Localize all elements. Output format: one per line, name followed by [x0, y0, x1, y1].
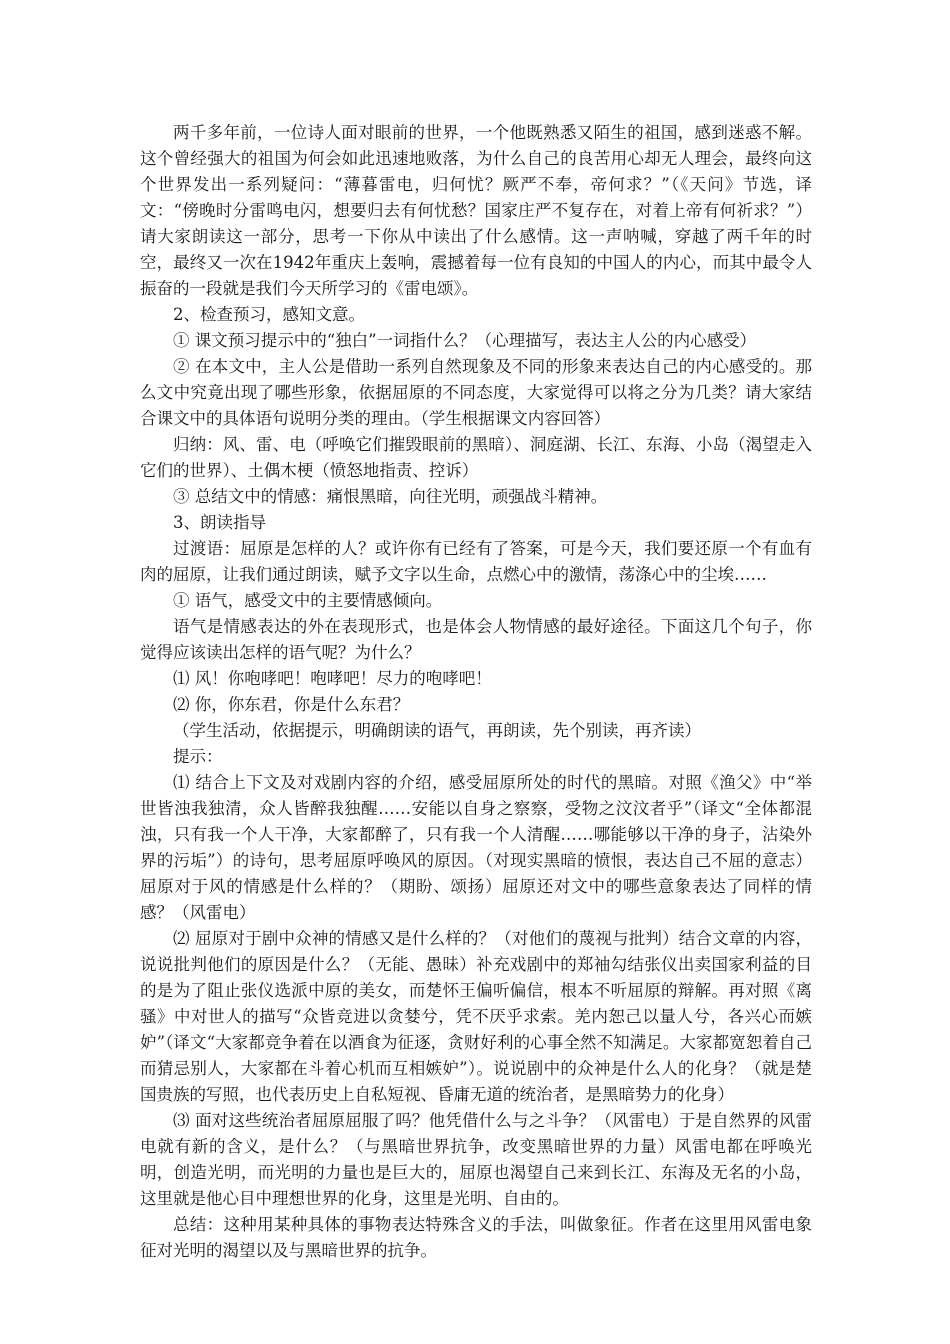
question-2: ② 在本文中，主人公是借助一系列自然现象及不同的形象来表达自己的内心感受的。那么文中究竟出现了哪些形象，依据屈原的不同态度，大家觉得可以将之分为几类？请大家结合课文中的具体语句说明分类的理由。（学生根据课文内容回答） — [140, 357, 812, 428]
hint-2: ⑵ 屈原对于剧中众神的情感又是什么样的？（对他们的蔑视与批判）结合文章的内容，说说批判他们的原因是什么？（无能、愚昧）补充戏剧中的郑袖勾结张仪出卖国家利益的目的是为了阻止张仪选派中原的美女，而楚怀王偏听偏信，根本不听屈原的辩解。再对照《离骚》中对世人的描写“众皆竞进以贪婪兮，凭不厌乎求索。羌内恕己以量人兮，各兴心而嫉妒”（译文“大家都竞争着在以酒食为征逐，贪财好利的心事全然不知满足。大家都宽恕着自己而猜忌别人，大家都在斗着心机而互相嫉妒”）。说说剧中的众神是什么人的化身？（就是楚国贵族的写照，也代表历史上自私短视、昏庸无道的统治者，是黑暗势力的化身） — [140, 929, 812, 1104]
example-sentence-1: ⑴ 风！你咆哮吧！咆哮吧！尽力的咆哮吧！ — [173, 669, 492, 688]
student-activity: （学生活动，依据提示，明确朗读的语气，再朗读，先个别读，再齐读） — [173, 721, 701, 740]
summary-paragraph: 归纳：风、雷、电（呼唤它们摧毁眼前的黑暗）、洞庭湖、长江、东海、小岛（渴望走入它们的世界）、土偶木梗（愤怒地指责、控诉） — [140, 435, 812, 480]
tone-paragraph: 语气是情感表达的外在表现形式，也是体会人物情感的最好途径。下面这几个句子，你觉得应该读出怎样的语气呢？为什么？ — [140, 617, 812, 662]
example-sentence-2: ⑵ 你，你东君，你是什么东君？ — [173, 695, 410, 714]
document-page — [140, 120, 812, 1264]
hint-label: 提示： — [173, 747, 223, 766]
question-1: ① 课文预习提示中的“独白”一词指什么？（心理描写，表达主人公的内心感受） — [173, 331, 757, 350]
transition-paragraph: 过渡语：屈原是怎样的人？或许你有已经有了答案，可是今天，我们要还原一个有血有肉的屈原，让我们通过朗读，赋予文字以生命，点燃心中的激情，荡涤心中的尘埃…… — [140, 539, 812, 584]
conclusion-paragraph: 总结：这种用某种具体的事物表达特殊含义的手法，叫做象征。作者在这里用风雷电象征对光明的渴望以及与黑暗世界的抗争。 — [140, 1215, 812, 1260]
section-heading-preview: 2、检查预习，感知文意。 — [173, 305, 365, 324]
section-heading-reading: 3、朗读指导 — [173, 513, 266, 532]
reading-point-1: ① 语气，感受文中的主要情感倾向。 — [173, 591, 443, 610]
hint-3: ⑶ 面对这些统治者屈原屈服了吗？他凭借什么与之斗争？（风雷电）于是自然界的风雷电就有新的含义，是什么？（与黑暗世界抗争，改变黑暗世界的力量）风雷电都在呼唤光明，创造光明，而光明的力量也是巨大的，屈原也渴望自己来到长江、东海及无名的小岛，这里就是他心目中理想世界的化身，这里是光明、自由的。 — [140, 1111, 812, 1208]
intro-paragraph: 两千多年前，一位诗人面对眼前的世界，一个他既熟悉又陌生的祖国，感到迷惑不解。这个曾经强大的祖国为何会如此迅速地败落，为什么自己的良苦用心却无人理会，最终向这个世界发出一系列疑问：“薄暮雷电，归何忧？厥严不奉，帝何求？”（《天问》节选，译文：“傍晚时分雷鸣电闪，想要归去有何忧愁？国家庄严不复存在，对着上帝有何祈求？”）请大家朗读这一部分，思考一下你从中读出了什么感情。这一声呐喊，穿越了两千年的时空，最终又一次在1942年重庆上轰响，震撼着每一位有良知的中国人的内心，而其中最令人振奋的一段就是我们今天所学习的《雷电颂》。 — [140, 123, 812, 298]
question-3: ③ 总结文中的情感：痛恨黑暗，向往光明，顽强战斗精神。 — [173, 487, 608, 506]
hint-1: ⑴ 结合上下文及对戏剧内容的介绍，感受屈原所处的时代的黑暗。对照《渔父》中“举世皆浊我独清，众人皆醉我独醒……安能以自身之察察，受物之汶汶者乎”（译文“全体都混浊，只有我一个人干净，大家都醉了，只有我一个人清醒……哪能够以干净的身子，沾染外界的污垢”）的诗句，思考屈原呼唤风的原因。（对现实黑暗的愤恨，表达自己不屈的意志）屈原对于风的情感是什么样的？（期盼、颂扬）屈原还对文中的哪些意象表达了同样的情感？（风雷电） — [140, 773, 812, 922]
